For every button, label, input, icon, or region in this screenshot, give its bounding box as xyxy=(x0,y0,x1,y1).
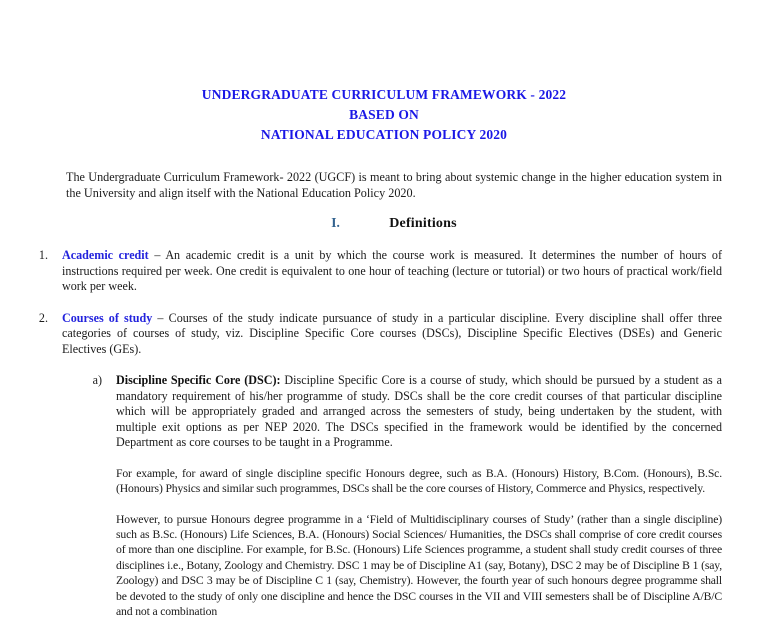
definition-dash: – xyxy=(152,310,169,325)
definition-body: An academic credit is a unit by which the course work is measured. It determines the number of hours of instructions required per week. One credit is equivalent to one hour of teaching (lecture or tutorial) or two hours of practical work/field work per week. xyxy=(62,248,722,294)
document-body-frame xyxy=(0,170,768,631)
section-heading xyxy=(66,215,722,232)
intro-paragraph: The Undergraduate Curriculum Framework- 2022 (UGCF) is meant to bring about systemic change in the higher education system in the University and align itself with the National Education Policy 2020. xyxy=(66,170,722,200)
sub-item-body: Discipline Specific Core is a course of study, which should be pursued by a student as a mandatory requirement of his/her programme of study. DSCs shall be the core credit courses of that particular discipline which will be appropriately graded and arranged across the semesters of study, being undertaken by the student, with multiple exit options as per NEP 2020. The DSCs specified in the framework would be identified by the concerned Department as core courses to be taught in a Programme. xyxy=(116,373,722,450)
list-marker: 1. xyxy=(38,248,48,263)
section-numeral: I. xyxy=(331,215,340,231)
list-marker: 2. xyxy=(38,310,48,325)
definition-dash: – xyxy=(148,248,166,263)
sub-item-paragraph: For example, for award of single discipline specific Honours degree, such as B.A. (Honours) History, B.Com. (Honours), B.Sc. (Honours) Physics and similar such programmes, DSCs shall be the core courses of History, Commerce and Physics, respectively. xyxy=(116,466,722,496)
title-line-1: UNDERGRADUATE CURRICULUM FRAMEWORK - 2022 xyxy=(201,87,567,102)
definition-term: Courses of study xyxy=(62,310,153,325)
sub-item-paragraph: However, to pursue Honours degree programme in a ‘Field of Multidisciplinary courses of Study’ (rather than a single discipline) such as B.Sc. (Honours) Life Sciences, B.A. (Honours) Social Sciences/ Humanities, the DSCs shall comprise of core credit courses of more than one discipline. For example, for B.Sc. (Honours) Life Sciences programme, a student shall study credit courses of three disciplines i.e., Botany, Zoology and Chemistry. DSC 1 may be of Discipline A1 (say, Botany), DSC 2 may be of Discipline B 1 (say, Zoology) and DSC 3 may be of Discipline C 1 (say, Chemistry). However, the fourth year of such honours degree programme shall be devoted to the study of only one discipline and hence the DSC courses in the VII and VIII semesters shall be of Discipline A/B/C and not a combination xyxy=(116,512,722,618)
page-title: Definitions xyxy=(389,216,457,232)
list-item xyxy=(22,248,722,295)
list-item xyxy=(76,373,722,619)
sub-items-list xyxy=(76,357,722,631)
definition-body: Courses of the study indicate pursuance of study in a particular discipline. Every discipline shall offer three categories of courses of study, viz. Discipline Specific Core courses (DSCs), Discipline Specific Electives (DSEs) and Generic Electives (GEs). xyxy=(62,310,722,356)
definitions-list xyxy=(22,248,722,357)
title-line-2: BASED ON xyxy=(349,107,419,122)
sub-item-term: Discipline Specific Core (DSC): xyxy=(116,373,281,388)
definition-term: Academic credit xyxy=(62,248,149,263)
list-item xyxy=(22,311,722,358)
title-line-3: NATIONAL EDUCATION POLICY 2020 xyxy=(260,127,508,142)
sub-item-marker: a) xyxy=(92,373,102,388)
document-title-block xyxy=(0,0,768,145)
